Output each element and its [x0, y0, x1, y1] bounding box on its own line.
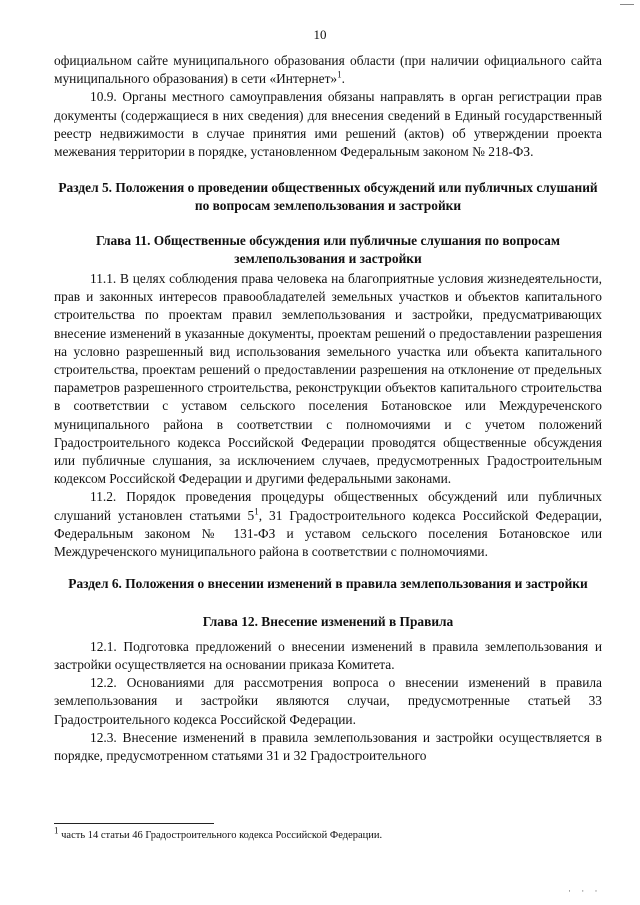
section-6-title: Раздел 6. Положения о внесении изменений в правила землепользования и застройки	[68, 576, 588, 592]
paragraph-10-9: 10.9. Органы местного самоуправления обязаны направлять в орган регистрации прав документы (содержащиеся в них сведения) для внесения сведений в Единый государственный реестр недвижимости в случае принятия ими решений (актов) об утверждении проекта межевания территории в порядке, установленном Федеральным законом № 218-ФЗ.	[54, 89, 602, 160]
footnote-text: часть 14 статьи 46 Градостроительного кодекса Российской Федерации.	[58, 830, 383, 841]
paragraph-12-3: 12.3. Внесение изменений в правила землепользования и застройки осуществляется в порядке, предусмотренном статьями 31 и 32 Градостроительного	[54, 729, 602, 763]
paragraph-11-1: 11.1. В целях соблюдения права человека на благоприятные условия жизнедеятельности, прав и законных интересов правообладателей земельных участков и объектов капитального строительства по проектам правил землепользования и застройки, предусматривающих внесение изменений в указанные документы, проектам решений о предоставлении разрешения на условно разрешенный вид использования земельного участка или объекта капитального строительства, проектам решений о предоставлении разрешения на отклонение от предельных параметров разрешенного строительства, реконструкции объектов капитального строительства в соответствии с уставом сельского поселения Ботановское или Междуреченского муниципального района в соответствии с полномочиями и с учетом положений Градостроительного кодекса Российской Федерации проводятся общественные обсуждения или публичные слушания, за исключением случаев, предусмотренных Градостроительным кодексом Российской Федерации и другими федеральными законами.	[54, 271, 602, 487]
scan-corner-mark	[620, 0, 634, 5]
footnote-ref: 1	[337, 69, 342, 80]
paragraph-continued-text: официальном сайте муниципального образования области (при наличии официального сайта муниципального образования) в сети «Интернет»	[54, 53, 602, 87]
chapter-12-title: Глава 12. Внесение изменений в Правила	[202, 614, 454, 630]
document-body	[54, 52, 602, 765]
footnote	[54, 825, 602, 842]
paragraph-12-2: 12.2. Основаниями для рассмотрения вопроса о внесении изменений в правила землепользования и застройки являются случаи, предусмотренные статьей 33 Градостроительного кодекса Российской Федерации.	[54, 675, 602, 727]
paragraph-continued	[54, 52, 602, 88]
chapter-11-title: Глава 11. Общественные обсуждения или публичные слушания по вопросам землепользования и застройки	[95, 232, 561, 266]
paragraph-11-2	[54, 488, 602, 561]
footnote-number: 1	[54, 825, 59, 836]
scan-artifact-dots: · · ·	[568, 886, 602, 896]
superscript-index: 1	[254, 506, 259, 517]
paragraph-12-1: 12.1. Подготовка предложений о внесении изменений в правила землепользования и застройки осуществляется на основании приказа Комитета.	[54, 638, 602, 672]
footnote-divider	[54, 823, 214, 824]
paragraph-11-2-text-a: 11.2. Порядок проведения процедуры общественных обсуждений или публичных слушаний установлен статьями 5	[54, 489, 602, 523]
paragraph-11-2-text-b: , 31 Градостроительного кодекса Российской Федерации, Федеральным законом № 131-ФЗ и уставом сельского поселения Ботановское или Междуреченского муниципального района в соответствии с полномочиями.	[54, 507, 602, 560]
page-number: 10	[313, 27, 327, 42]
section-5-title: Раздел 5. Положения о проведении общественных обсуждений или публичных слушаний по вопросам землепользования и застройки	[58, 180, 598, 214]
paragraph-continued-end: .	[341, 71, 345, 87]
